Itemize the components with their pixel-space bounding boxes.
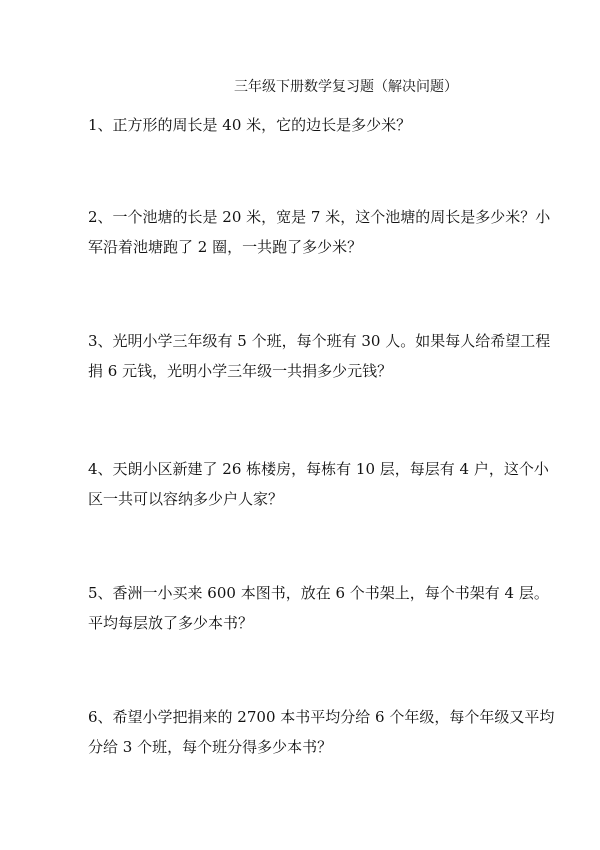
question-4-line-2: 区一共可以容纳多少户人家？ (88, 490, 284, 508)
question-5-line-1: 5、香洲一小买来 600 本图书，放在 6 个书架上，每个书架有 4 层。 (88, 584, 549, 602)
worksheet-title: 三年级下册数学复习题（解决问题） (234, 79, 458, 95)
question-6 (88, 702, 555, 762)
question-3 (88, 326, 551, 386)
question-5-line-2: 平均每层放了多少本书？ (88, 614, 254, 632)
question-3-line-1: 3、光明小学三年级有 5 个班，每个班有 30 人。如果每人给希望工程 (88, 332, 551, 350)
question-2-line-2: 军沿着池塘跑了 2 圈，一共跑了多少米？ (88, 238, 363, 256)
question-1-line-1: 1、正方形的周长是 40 米，它的边长是多少米？ (88, 116, 412, 134)
question-1 (88, 110, 520, 140)
question-2-line-1: 2、一个池塘的长是 20 米，宽是 7 米，这个池塘的周长是多少米？小 (88, 208, 551, 226)
question-6-line-1: 6、希望小学把捐来的 2700 本书平均分给 6 个年级，每个年级又平均 (88, 708, 555, 726)
question-2 (88, 202, 551, 262)
question-5 (88, 578, 549, 638)
question-4 (88, 454, 549, 514)
question-6-line-2: 分给 3 个班，每个班分得多少本书？ (88, 738, 333, 756)
question-3-line-2: 捐 6 元钱，光明小学三年级一共捐多少元钱？ (88, 362, 393, 380)
question-4-line-1: 4、天朗小区新建了 26 栋楼房，每栋有 10 层，每层有 4 户，这个小 (88, 460, 549, 478)
